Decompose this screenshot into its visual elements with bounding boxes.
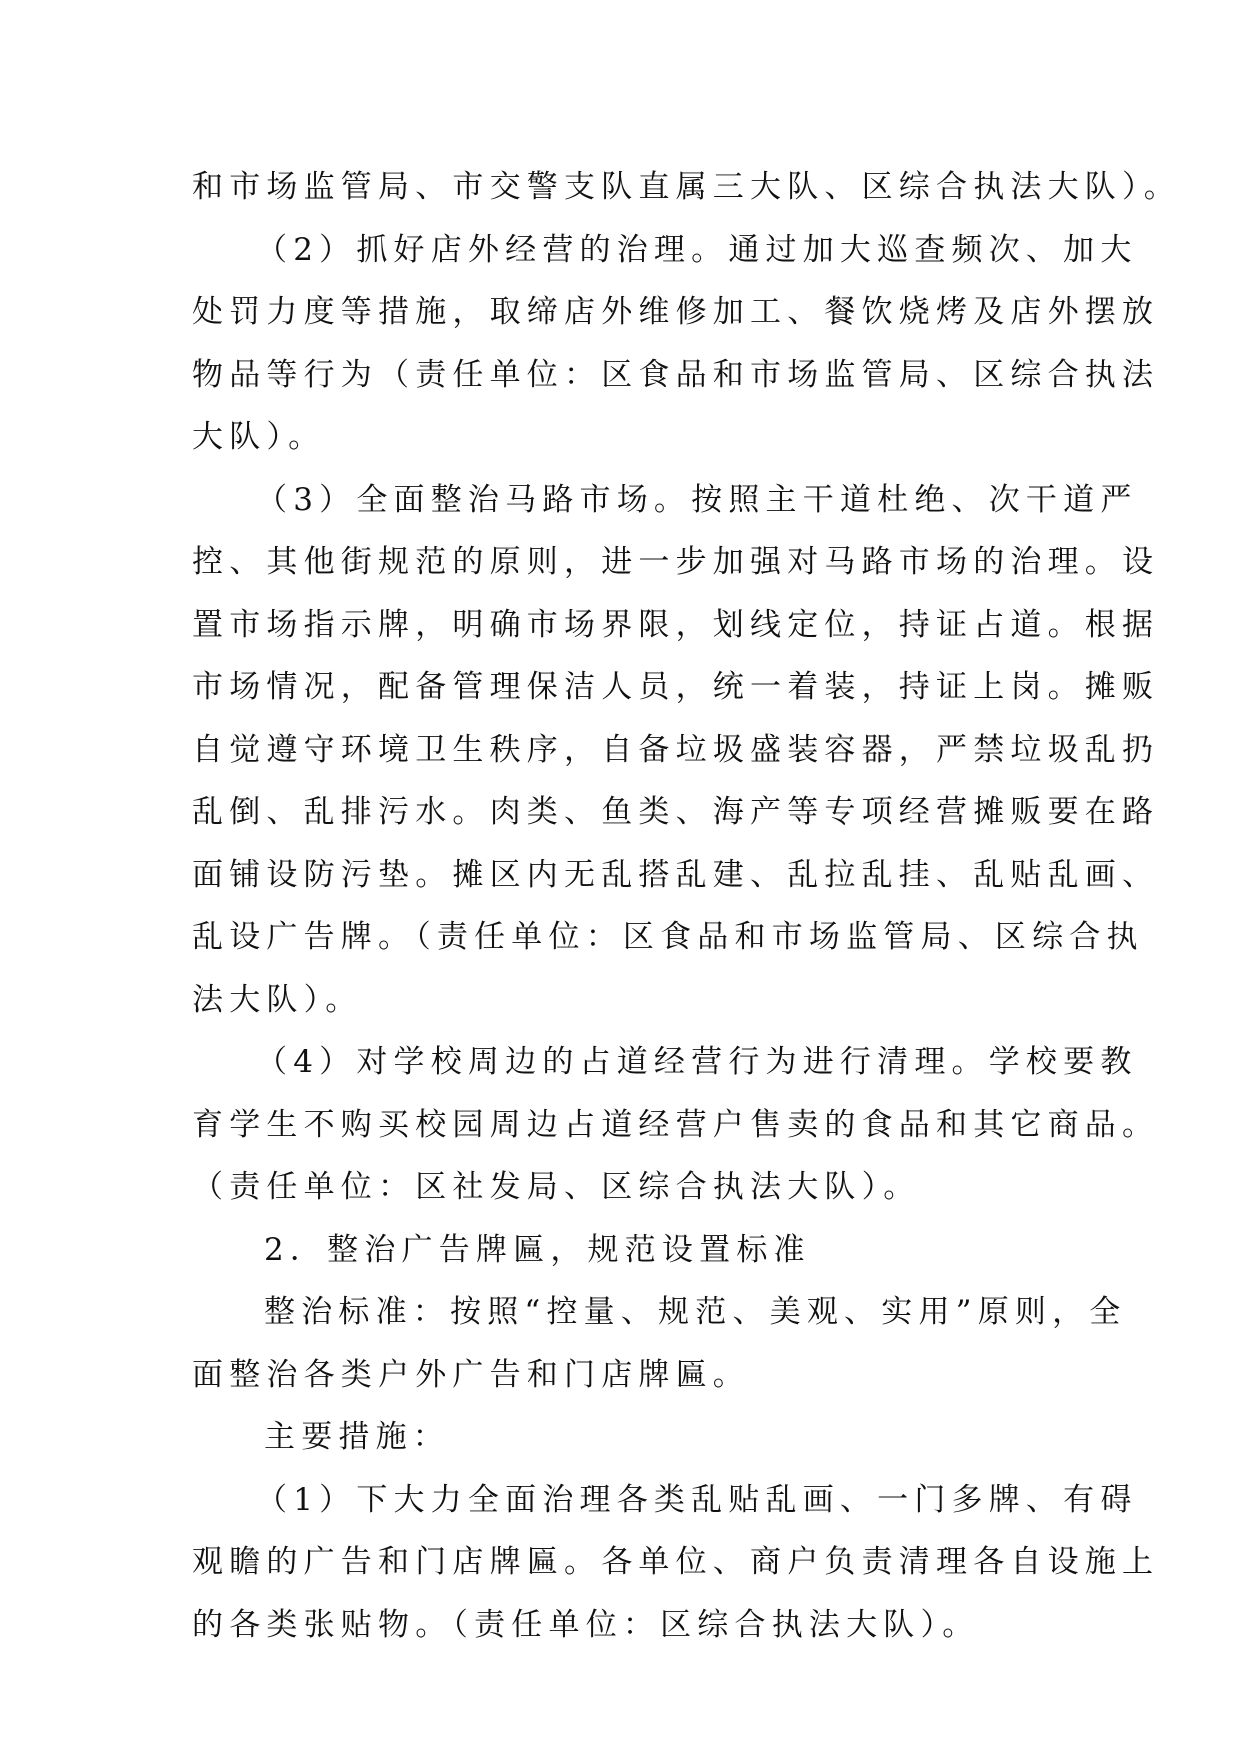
text-line: （1）下大力全面治理各类乱贴乱画、一门多牌、有碍 bbox=[256, 1481, 1138, 1518]
text-line: 观瞻的广告和门店牌匾。各单位、商户负责清理各自设施上 bbox=[192, 1544, 1160, 1580]
text-line: 市场情况，配备管理保洁人员，统一着装，持证上岗。摊贩 bbox=[192, 669, 1160, 705]
text-line: 整治标准：按照“控量、规范、美观、实用”原则，全 bbox=[264, 1294, 1127, 1330]
text-line: 的各类张贴物。（责任单位：区综合执法大队）。 bbox=[192, 1606, 980, 1643]
text-line: 自觉遵守环境卫生秩序，自备垃圾盛装容器，严禁垃圾乱扔 bbox=[192, 731, 1160, 768]
text-line: 育学生不购买校园周边占道经营户售卖的食品和其它商品。 bbox=[192, 1106, 1160, 1143]
text-line: 控、其他街规范的原则，进一步加强对马路市场的治理。设 bbox=[192, 544, 1160, 580]
text-line: 面整治各类户外广告和门店牌匾。 bbox=[192, 1356, 750, 1393]
text-line: 法大队）。 bbox=[192, 981, 363, 1018]
document-body bbox=[192, 156, 1181, 1656]
text-line: 置市场指示牌，明确市场界限，划线定位，持证占道。根据 bbox=[192, 606, 1160, 643]
text-line: 和市场监管局、市交警支队直属三大队、区综合执法大队）。 bbox=[192, 169, 1181, 205]
text-line: （2）抓好店外经营的治理。通过加大巡查频次、加大 bbox=[256, 231, 1138, 268]
text-line: （4）对学校周边的占道经营行为进行清理。学校要教 bbox=[256, 1044, 1138, 1080]
text-line: 面铺设防污垫。摊区内无乱搭乱建、乱拉乱挂、乱贴乱画、 bbox=[192, 856, 1160, 893]
text-line: 乱设广告牌。（责任单位：区食品和市场监管局、区综合执 bbox=[192, 919, 1144, 955]
text-line: （3）全面整治马路市场。按照主干道杜绝、次干道严 bbox=[256, 481, 1138, 518]
text-line: 主要措施： bbox=[264, 1419, 450, 1455]
text-line: 2．整治广告牌匾，规范设置标准 bbox=[264, 1231, 811, 1268]
text-line: 物品等行为（责任单位：区食品和市场监管局、区综合执法 bbox=[192, 356, 1160, 393]
text-line: 大队）。 bbox=[192, 419, 326, 455]
text-line: （责任单位：区社发局、区综合执法大队）。 bbox=[192, 1169, 921, 1205]
text-line: 乱倒、乱排污水。肉类、鱼类、海产等专项经营摊贩要在路 bbox=[192, 794, 1160, 830]
text-line: 处罚力度等措施，取缔店外维修加工、餐饮烧烤及店外摆放 bbox=[192, 294, 1160, 330]
